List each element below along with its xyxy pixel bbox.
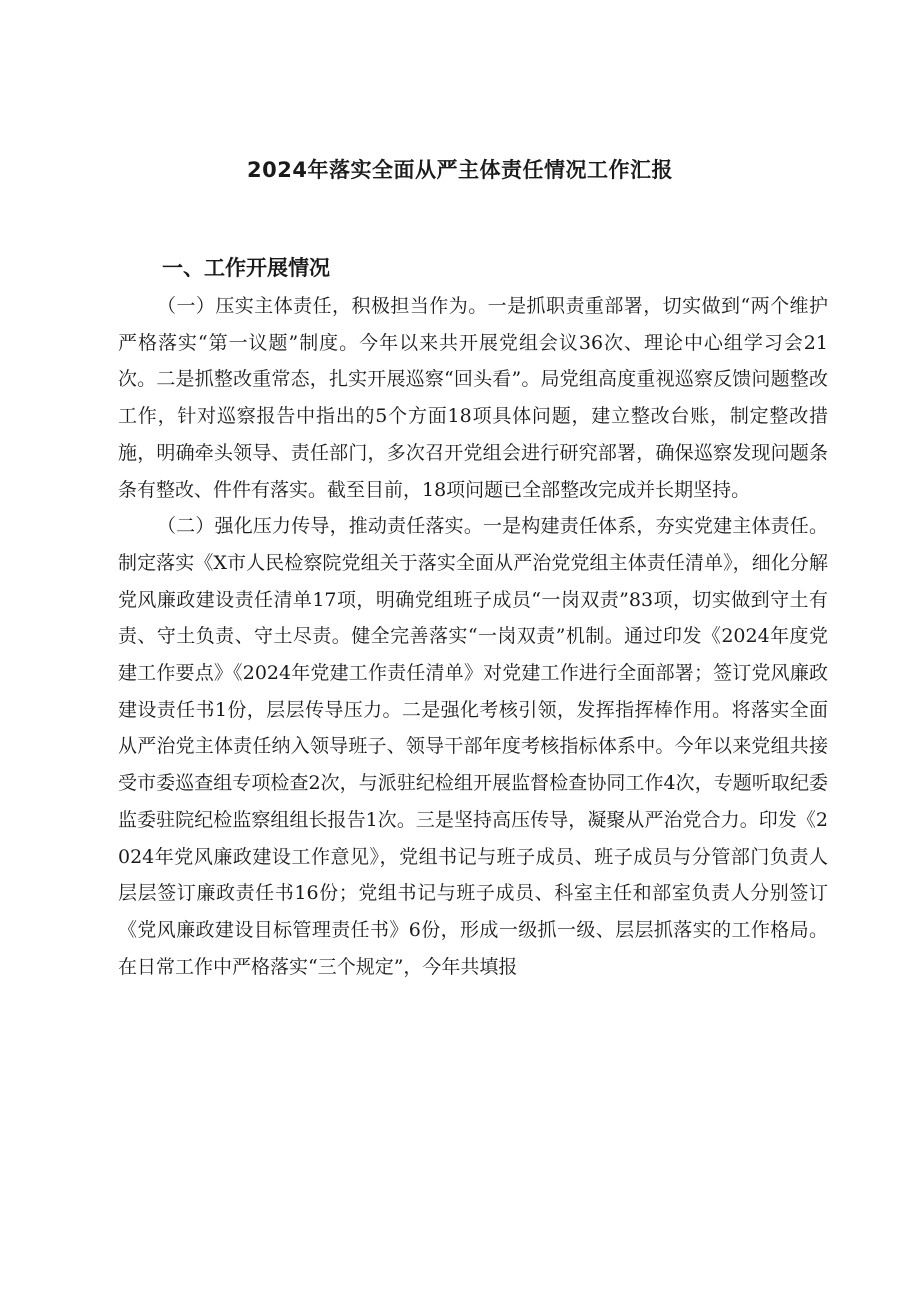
paragraph: （二）强化压力传导，推动责任落实。一是构建责任体系，夯实党建主体责任。制定落实《X市人民检察院党组关于落实全面从严治党党组主体责任清单》，细化分解党风廉政建设责任清单17项，明确党组班子成员“一岗双责”83项，切实做到守土有责、守土负责、守土尽责。健全完善落实“一岗双责”机制。通过印发《2024年度党建工作要点》《2024年党建工作责任清单》对党建工作进行全面部署；签订党风廉政建设责任书1份，层层传导压力。二是强化考核引领，发挥指挥棒作用。将落实全面从严治党主体责任纳入领导班子、领导干部年度考核指标体系中。今年以来党组共接受市委巡查组专项检查2次，与派驻纪检组开展监督检查协同工作4次，专题听取纪委监委驻院纪检监察组组长报告1次。三是坚持高压传导，凝聚从严治党合力。印发《2024年党风廉政建设工作意见》，党组书记与班子成员、班子成员与分管部门负责人层层签订廉政责任书16份；党组书记与班子成员、科室主任和部室负责人分别签订《党风廉政建设目标管理责任书》6份，形成一级抓一级、层层抓落实的工作格局。在日常工作中严格落实“三个规定”，今年共填报: [118, 515, 828, 978]
document-title: 2024年落实全面从严主体责任情况工作汇报: [247, 158, 673, 182]
section-heading: 一、工作开展情况: [162, 256, 330, 280]
section-body: [118, 288, 828, 985]
paragraph: （一）压实主体责任，积极担当作为。一是抓职责重部署，切实做到“两个维护严格落实“第一议题”制度。今年以来共开展党组会议36次、理论中心组学习会21次。二是抓整改重常态，扎实开展巡察“回头看”。局党组高度重视巡察反馈问题整改工作，针对巡察报告中指出的5个方面18项具体问题，建立整改台账，制定整改措施，明确牵头领导、责任部门，多次召开党组会进行研究部署，确保巡察发现问题条条有整改、件件有落实。截至目前，18项问题已全部整改完成并长期坚持。: [118, 295, 828, 501]
